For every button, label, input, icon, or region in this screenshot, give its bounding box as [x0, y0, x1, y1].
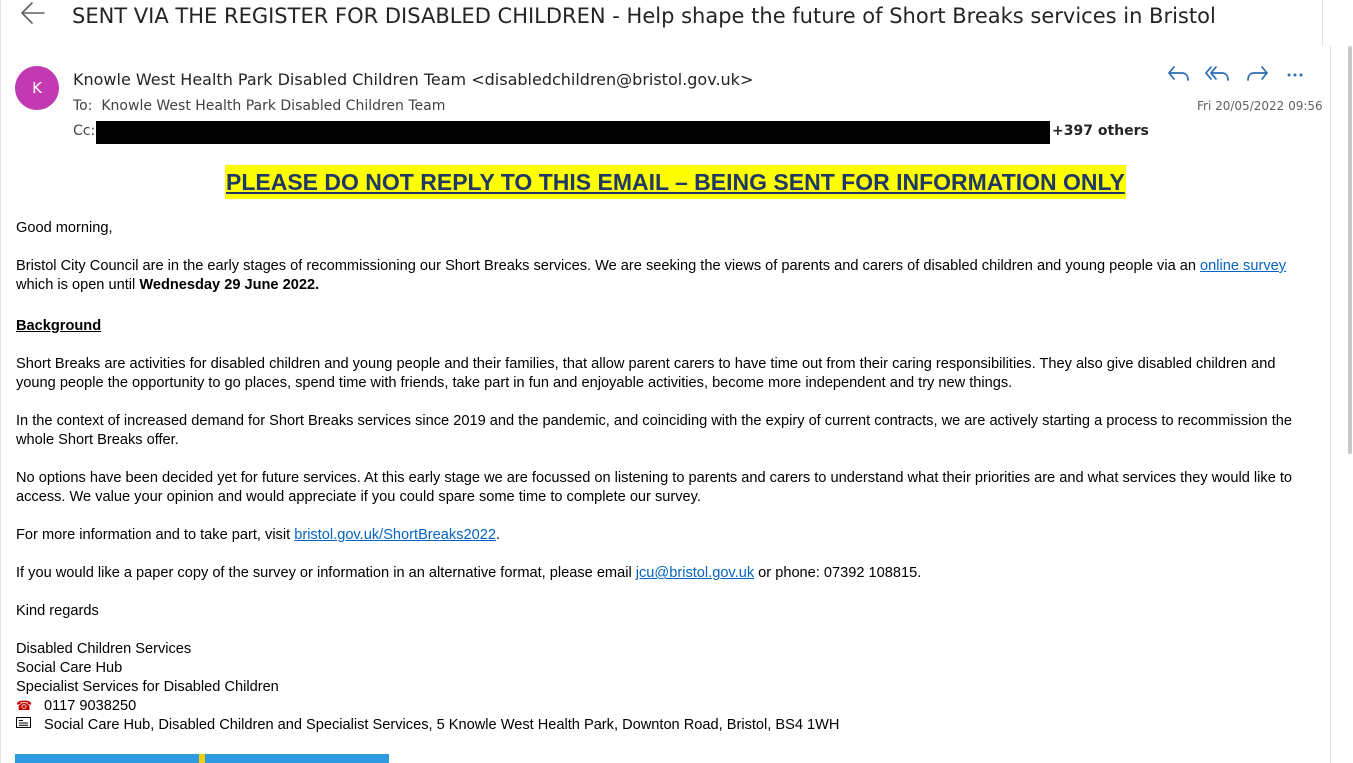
back-button[interactable] — [18, 0, 50, 30]
paragraph-short-breaks: Short Breaks are activities for disabled children and young people and their families, that allow parent carers to have time out from their caring responsibilities. They also give disabled children and young people the opportunity to go places, spend time with friends, take part in fun and enjoyable activities, become more independent and try new things. — [16, 356, 1276, 391]
reply-icon — [1165, 62, 1193, 88]
survey-close-date: Wednesday 29 June 2022. — [139, 277, 320, 293]
notice-banner: PLEASE DO NOT REPLY TO THIS EMAIL – BEING SENT FOR INFORMATION ONLY — [225, 165, 1126, 199]
paper-copy-text: If you would like a paper copy of the survey or information in an alternative format, please email — [16, 565, 636, 581]
reply-all-button[interactable] — [1203, 62, 1231, 88]
vertical-scrollbar[interactable] — [1348, 46, 1352, 454]
cc-others-link[interactable]: +397 others — [1052, 123, 1149, 139]
signature-line-1: Disabled Children Services — [16, 641, 192, 657]
recipient-line — [73, 97, 445, 115]
signature-line-2: Social Care Hub — [16, 660, 123, 676]
bristol-gov-link[interactable]: bristol.gov.uk — [294, 527, 380, 543]
signature-phone: 0117 9038250 — [44, 698, 137, 714]
signature-line-3: Specialist Services for Disabled Children — [16, 679, 279, 695]
forward-icon — [1243, 62, 1271, 88]
telephone-icon: ☎ — [16, 699, 33, 714]
period: . — [495, 527, 501, 543]
link-separator[interactable]: / — [379, 527, 384, 543]
more-icon — [1281, 62, 1309, 88]
reply-button[interactable] — [1165, 62, 1193, 88]
to-label: To: — [73, 98, 93, 114]
signature-logo-accent — [199, 754, 205, 763]
survey-text: Bristol City Council are in the early stages of recommissioning our Short Breaks services. We are seeking the views of parents and carers of disabled children and young people via an — [16, 258, 1201, 274]
background-heading: Background — [16, 318, 102, 334]
greeting: Good morning, — [16, 220, 113, 236]
paragraph-survey — [16, 257, 1316, 295]
sender-address[interactable]: Knowle West Health Park Disabled Children Team <disabledchildren@bristol.gov.uk> — [73, 70, 754, 89]
paragraph-context: In the context of increased demand for Short Breaks services since 2019 and the pandemic, and coinciding with the expiry of current contracts, we are actively starting a process to recommission the whole Short Breaks offer. — [16, 413, 1292, 448]
online-survey-link[interactable]: online survey — [1200, 258, 1287, 274]
signature-address: Social Care Hub, Disabled Children and Specialist Services, 5 Knowle West Health Park, Downton Road, Bristol, BS4 1WH — [44, 717, 840, 733]
forward-button[interactable] — [1243, 62, 1271, 88]
cc-redaction — [96, 121, 1050, 144]
reading-pane-border — [0, 0, 1, 763]
paragraph-more-info — [16, 526, 1316, 545]
jcu-email-link[interactable]: jcu@bristol.gov.uk — [635, 565, 755, 581]
more-info-text: For more information and to take part, visit — [16, 527, 295, 543]
email-subject: SENT VIA THE REGISTER FOR DISABLED CHILDREN - Help shape the future of Short Breaks services in Bristol — [72, 4, 1216, 28]
short-breaks-link[interactable]: ShortBreaks2022 — [383, 527, 496, 543]
cc-label: Cc: — [73, 123, 96, 139]
more-actions-button[interactable] — [1281, 62, 1309, 88]
received-date: Fri 20/05/2022 09:56 — [1197, 99, 1323, 113]
survey-open-text: which is open until — [16, 277, 140, 293]
paragraph-options: No options have been decided yet for future services. At this early stage we are focussed on listening to parents and carers to understand what their priorities are and what services they would like to access. We value your opinion and would appreciate if you could spare some time to complete our survey. — [16, 470, 1293, 505]
reply-all-icon — [1203, 62, 1231, 88]
kind-regards: Kind regards — [16, 603, 99, 619]
paragraph-paper-copy — [16, 564, 1316, 583]
avatar[interactable]: K — [15, 66, 59, 110]
to-recipient[interactable]: Knowle West Health Park Disabled Children Team — [101, 98, 446, 114]
phone-text: or phone: 07392 108815. — [754, 565, 922, 581]
message-border — [1330, 46, 1331, 763]
arrow-left-icon — [18, 0, 50, 30]
address-card-icon — [16, 716, 31, 735]
header-divider — [1322, 0, 1323, 46]
